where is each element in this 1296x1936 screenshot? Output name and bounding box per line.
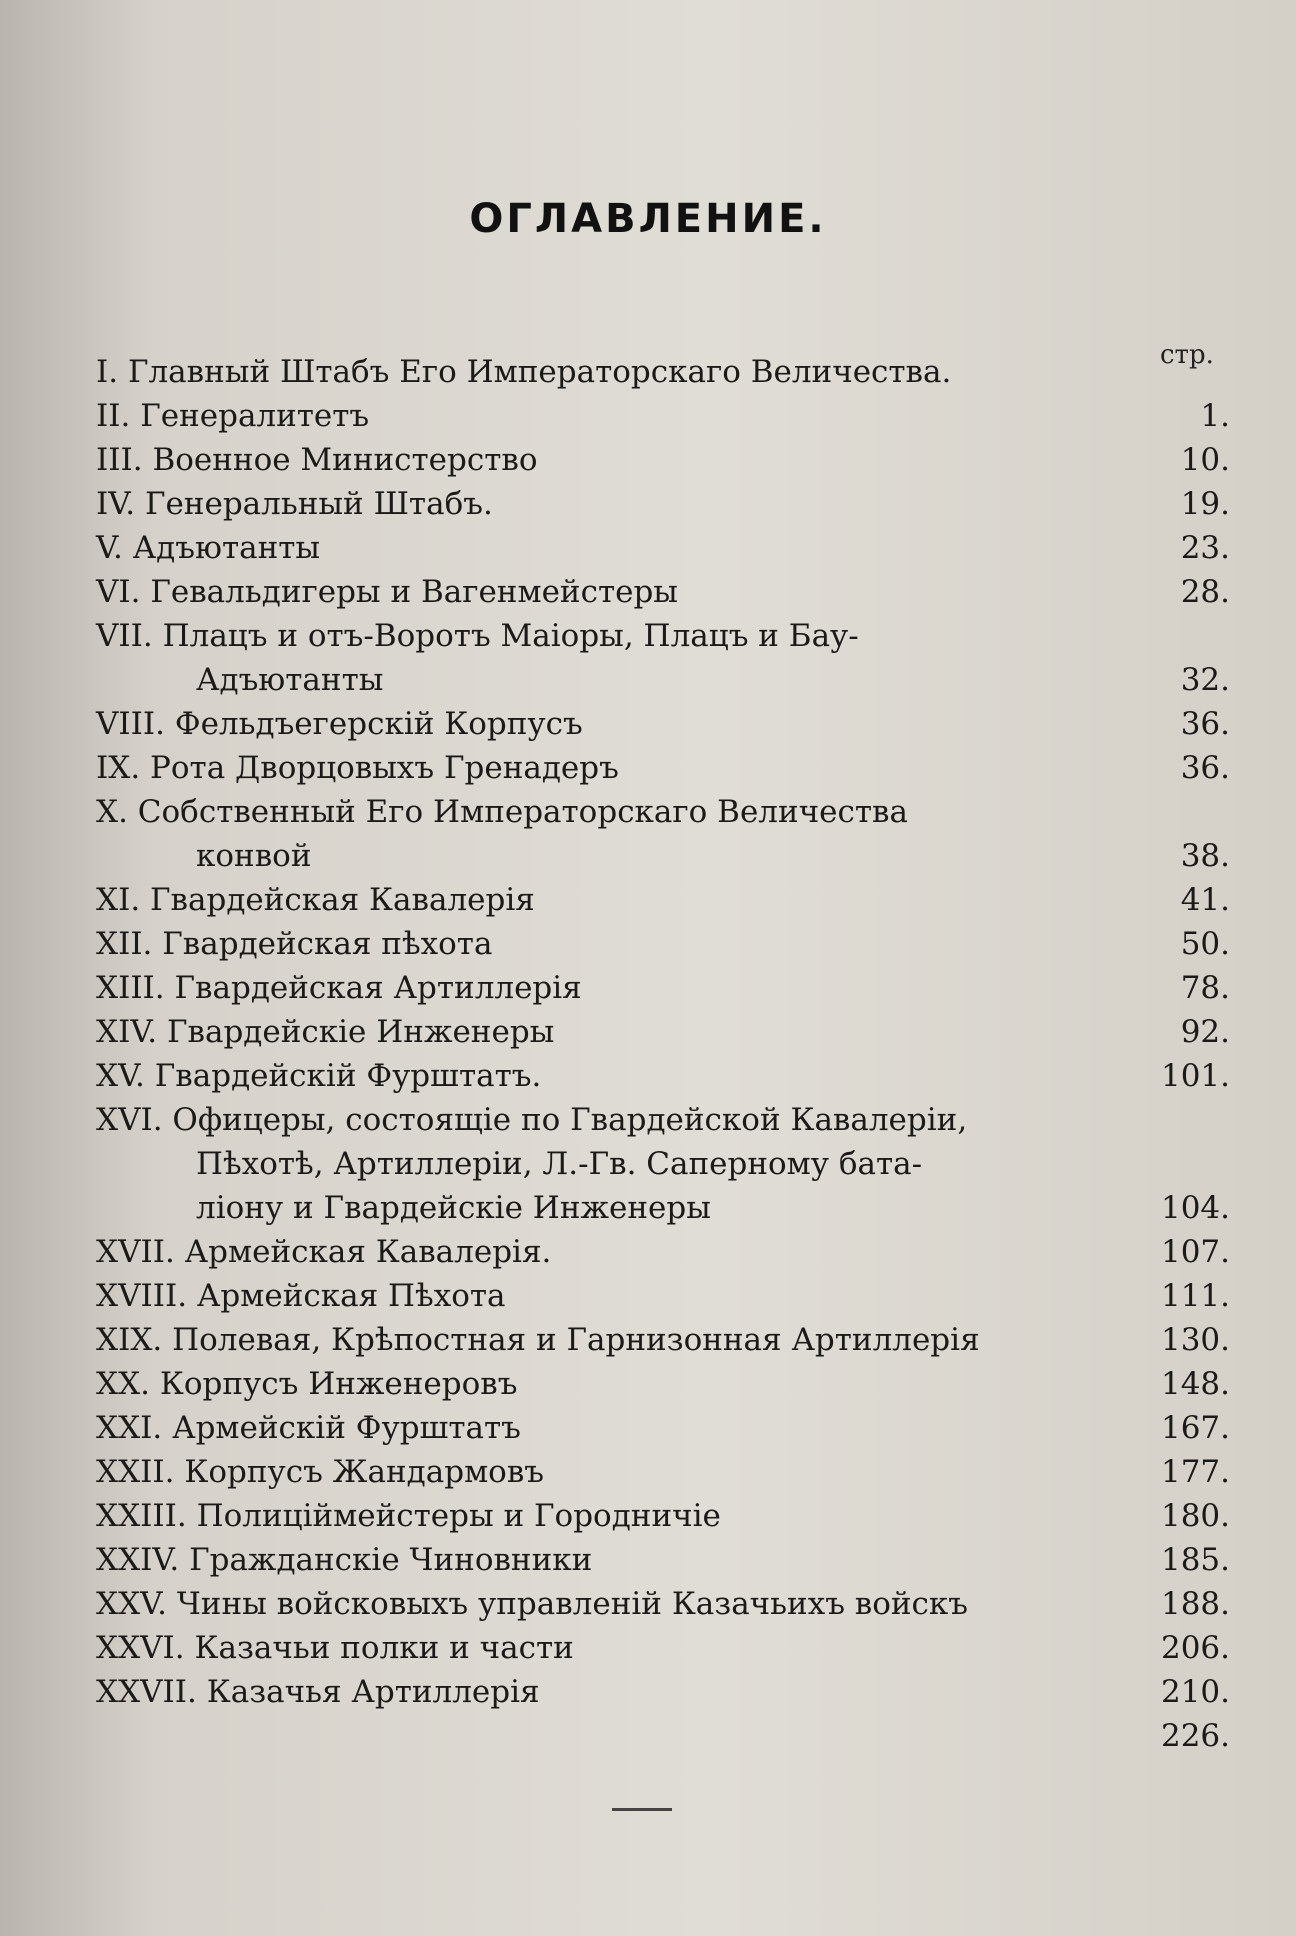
toc-entry-page: 92.	[1180, 1014, 1230, 1050]
toc-entry-page: 19.	[1180, 486, 1230, 522]
toc-entry	[96, 1494, 1230, 1538]
page-column-label: стр.	[1160, 340, 1214, 370]
toc-entry-line	[96, 394, 1230, 438]
toc-entry-line	[96, 1626, 1230, 1670]
toc-entry-numeral: XVII.	[96, 1234, 175, 1270]
toc-entry-numeral: XVIII.	[96, 1278, 188, 1314]
page-title: ОГЛАВЛЕНИЕ.	[469, 196, 827, 242]
toc-entry	[96, 1010, 1230, 1054]
toc-entry-title: Гражданскіе Чиновники	[189, 1542, 593, 1578]
toc-entry-title: Корпусъ Жандармовъ	[184, 1454, 545, 1490]
toc-entry-title: Армейскій Фурштатъ	[172, 1410, 521, 1446]
toc-entry-page: 41.	[1180, 882, 1230, 918]
toc-entry-line	[96, 790, 1230, 834]
toc-entry-numeral: V.	[96, 530, 123, 566]
toc-entry-numeral: XXIII.	[96, 1498, 187, 1534]
toc-entry-title: Гвардейскій Фурштатъ.	[154, 1058, 542, 1094]
toc-entry-line	[96, 1010, 1230, 1054]
toc-entry-title: Полевая, Крѣпостная и Гарнизонная Артиллерія	[172, 1322, 980, 1358]
toc-entry	[96, 746, 1230, 790]
toc-entry-title: Плацъ и отъ-Воротъ Маіоры, Плацъ и Бау-	[162, 618, 859, 654]
toc-entry-title: Рота Дворцовыхъ Гренадеръ	[150, 750, 619, 786]
toc-entry	[96, 1054, 1230, 1098]
toc-entry-page: 167.	[1160, 1410, 1230, 1446]
toc-entry-line	[96, 438, 1230, 482]
toc-entry-page: 188.	[1160, 1586, 1230, 1622]
closing-rule	[612, 1808, 672, 1811]
toc-entry-page: 36.	[1180, 706, 1230, 742]
toc-entry-page: 10.	[1180, 442, 1230, 478]
toc-entry-title: Казачья Артиллерія	[206, 1674, 540, 1710]
toc-entry-line	[96, 1406, 1230, 1450]
toc-entry	[96, 1714, 1230, 1758]
toc-entry-page: 36.	[1180, 750, 1230, 786]
table-of-contents	[96, 350, 1230, 1758]
toc-entry-page: 107.	[1160, 1234, 1230, 1270]
toc-entry-numeral: XXVII.	[96, 1674, 197, 1710]
toc-entry-line	[96, 350, 1230, 394]
toc-entry	[96, 1626, 1230, 1670]
toc-entry	[96, 1098, 1230, 1230]
toc-entry-numeral: XIII.	[96, 970, 165, 1006]
toc-entry-title: Военное Министерство	[152, 442, 538, 478]
toc-entry-numeral: VIII.	[96, 706, 165, 742]
toc-entry-numeral: I.	[96, 354, 119, 390]
toc-entry	[96, 922, 1230, 966]
toc-entry-continuation	[96, 658, 1230, 702]
toc-entry-title: Адъютанты	[196, 662, 384, 698]
toc-entry	[96, 1582, 1230, 1626]
toc-entry-line	[96, 1538, 1230, 1582]
toc-entry-numeral: VII.	[96, 618, 153, 654]
toc-entry-line	[96, 878, 1230, 922]
toc-entry-numeral: XVI.	[96, 1102, 163, 1138]
toc-entry-page: 50.	[1180, 926, 1230, 962]
toc-entry	[96, 1670, 1230, 1714]
toc-entry-title: Генералитетъ	[140, 398, 370, 434]
toc-entry-title: ліону и Гвардейскіе Инженеры	[196, 1190, 711, 1226]
toc-entry	[96, 702, 1230, 746]
toc-entry-numeral: II.	[96, 398, 131, 434]
toc-entry	[96, 1538, 1230, 1582]
toc-entry	[96, 350, 1230, 394]
toc-entry-title: Адъютанты	[132, 530, 321, 566]
toc-entry-line	[96, 1582, 1230, 1626]
toc-entry-numeral: X.	[96, 794, 128, 830]
toc-entry-line	[96, 1670, 1230, 1714]
toc-entry-title: Собственный Его Императорскаго Величества	[137, 794, 908, 830]
toc-entry-numeral: XXV.	[96, 1586, 167, 1622]
toc-entry-line	[96, 1098, 1230, 1142]
toc-entry-line	[96, 746, 1230, 790]
toc-entry-title: Фельдъегерскій Корпусъ	[174, 706, 583, 742]
toc-entry-page: 226.	[1160, 1718, 1230, 1754]
toc-entry-title: Гвардейская Артиллерія	[174, 970, 582, 1006]
toc-entry-page: 185.	[1160, 1542, 1230, 1578]
toc-entry	[96, 878, 1230, 922]
toc-entry-line	[96, 526, 1230, 570]
toc-entry-title: Пѣхотѣ, Артиллеріи, Л.-Гв. Саперному бата-	[196, 1146, 923, 1182]
toc-entry-title: Казачьи полки и части	[194, 1630, 574, 1666]
toc-entry-page: 177.	[1160, 1454, 1230, 1490]
toc-entry-title: Гвардейская Кавалерія	[150, 882, 535, 918]
toc-entry	[96, 482, 1230, 526]
toc-entry-continuation	[96, 834, 1230, 878]
toc-entry-page: 130.	[1160, 1322, 1230, 1358]
toc-entry-page: 180.	[1160, 1498, 1230, 1534]
toc-entry	[96, 614, 1230, 702]
toc-entry-page: 38.	[1180, 838, 1230, 874]
toc-entry-page: 101.	[1160, 1058, 1230, 1094]
toc-entry-numeral: XX.	[96, 1366, 150, 1402]
toc-entry-title: Генеральный Штабъ.	[144, 486, 493, 522]
toc-entry-page: 78.	[1180, 970, 1230, 1006]
toc-entry-line	[96, 1494, 1230, 1538]
toc-entry-page: 1.	[1200, 398, 1230, 434]
toc-entry-title: Главный Штабъ Его Императорскаго Величества.	[127, 354, 952, 390]
toc-entry-title: конвой	[196, 838, 312, 874]
toc-entry-page: 28.	[1180, 574, 1230, 610]
toc-entry-line	[96, 1362, 1230, 1406]
toc-entry-title: Офицеры, состоящіе по Гвардейской Кавалеріи,	[172, 1102, 968, 1138]
toc-entry-line	[96, 570, 1230, 614]
toc-entry-line	[96, 1230, 1230, 1274]
toc-entry-title: Корпусъ Инженеровъ	[159, 1366, 518, 1402]
toc-entry	[96, 526, 1230, 570]
toc-entry-numeral: XXI.	[96, 1410, 163, 1446]
toc-entry-title: Гвардейскіе Инженеры	[167, 1014, 555, 1050]
toc-entry-page: 32.	[1180, 662, 1230, 698]
toc-entry-line	[96, 922, 1230, 966]
toc-entry-page: 23.	[1180, 530, 1230, 566]
toc-entry	[96, 438, 1230, 482]
toc-entry-title: Полиціймейстеры и Городничіе	[196, 1498, 721, 1534]
toc-entry-page: 206.	[1160, 1630, 1230, 1666]
toc-entry-line	[96, 1274, 1230, 1318]
toc-entry-line	[96, 1318, 1230, 1362]
toc-entry-line	[96, 702, 1230, 746]
toc-entry-line	[96, 1714, 1230, 1758]
toc-entry-page: 111.	[1160, 1278, 1230, 1314]
toc-entry-title: Гвардейская пѣхота	[162, 926, 493, 962]
toc-entry-line	[96, 482, 1230, 526]
toc-entry-numeral: XXIV.	[96, 1542, 180, 1578]
toc-entry-page: 210.	[1160, 1674, 1230, 1710]
toc-entry-numeral: XII.	[96, 926, 153, 962]
toc-entry-numeral: XV.	[96, 1058, 145, 1094]
toc-entry	[96, 1318, 1230, 1362]
toc-entry-line	[96, 614, 1230, 658]
toc-entry	[96, 790, 1230, 878]
toc-entry	[96, 1274, 1230, 1318]
toc-entry	[96, 1406, 1230, 1450]
toc-entry-numeral: IV.	[96, 486, 136, 522]
toc-entry-numeral: XXII.	[96, 1454, 175, 1490]
toc-entry-continuation	[96, 1142, 1230, 1186]
toc-entry-numeral: XIV.	[96, 1014, 158, 1050]
toc-entry	[96, 1362, 1230, 1406]
toc-entry-continuation	[96, 1186, 1230, 1230]
toc-entry-title: Армейская Пѣхота	[196, 1278, 506, 1314]
toc-entry	[96, 1450, 1230, 1494]
toc-entry-page: 148.	[1160, 1366, 1230, 1402]
toc-entry	[96, 570, 1230, 614]
toc-entry-numeral: XIX.	[96, 1322, 163, 1358]
toc-entry	[96, 1230, 1230, 1274]
toc-entry-line	[96, 1054, 1230, 1098]
toc-entry	[96, 966, 1230, 1010]
toc-entry-title: Гевальдигеры и Вагенмейстеры	[150, 574, 678, 610]
toc-entry-numeral: XXVI.	[96, 1630, 185, 1666]
toc-entry-line	[96, 966, 1230, 1010]
toc-entry-numeral: VI.	[96, 574, 141, 610]
toc-entry-page: 104.	[1160, 1190, 1230, 1226]
toc-entry	[96, 394, 1230, 438]
toc-entry-line	[96, 1450, 1230, 1494]
toc-entry-numeral: III.	[96, 442, 143, 478]
toc-entry-numeral: IX.	[96, 750, 141, 786]
toc-entry-numeral: XI.	[96, 882, 141, 918]
toc-entry-title: Армейская Кавалерія.	[184, 1234, 552, 1270]
toc-entry-title: Чины войсковыхъ управленій Казачьихъ войскъ	[176, 1586, 969, 1622]
